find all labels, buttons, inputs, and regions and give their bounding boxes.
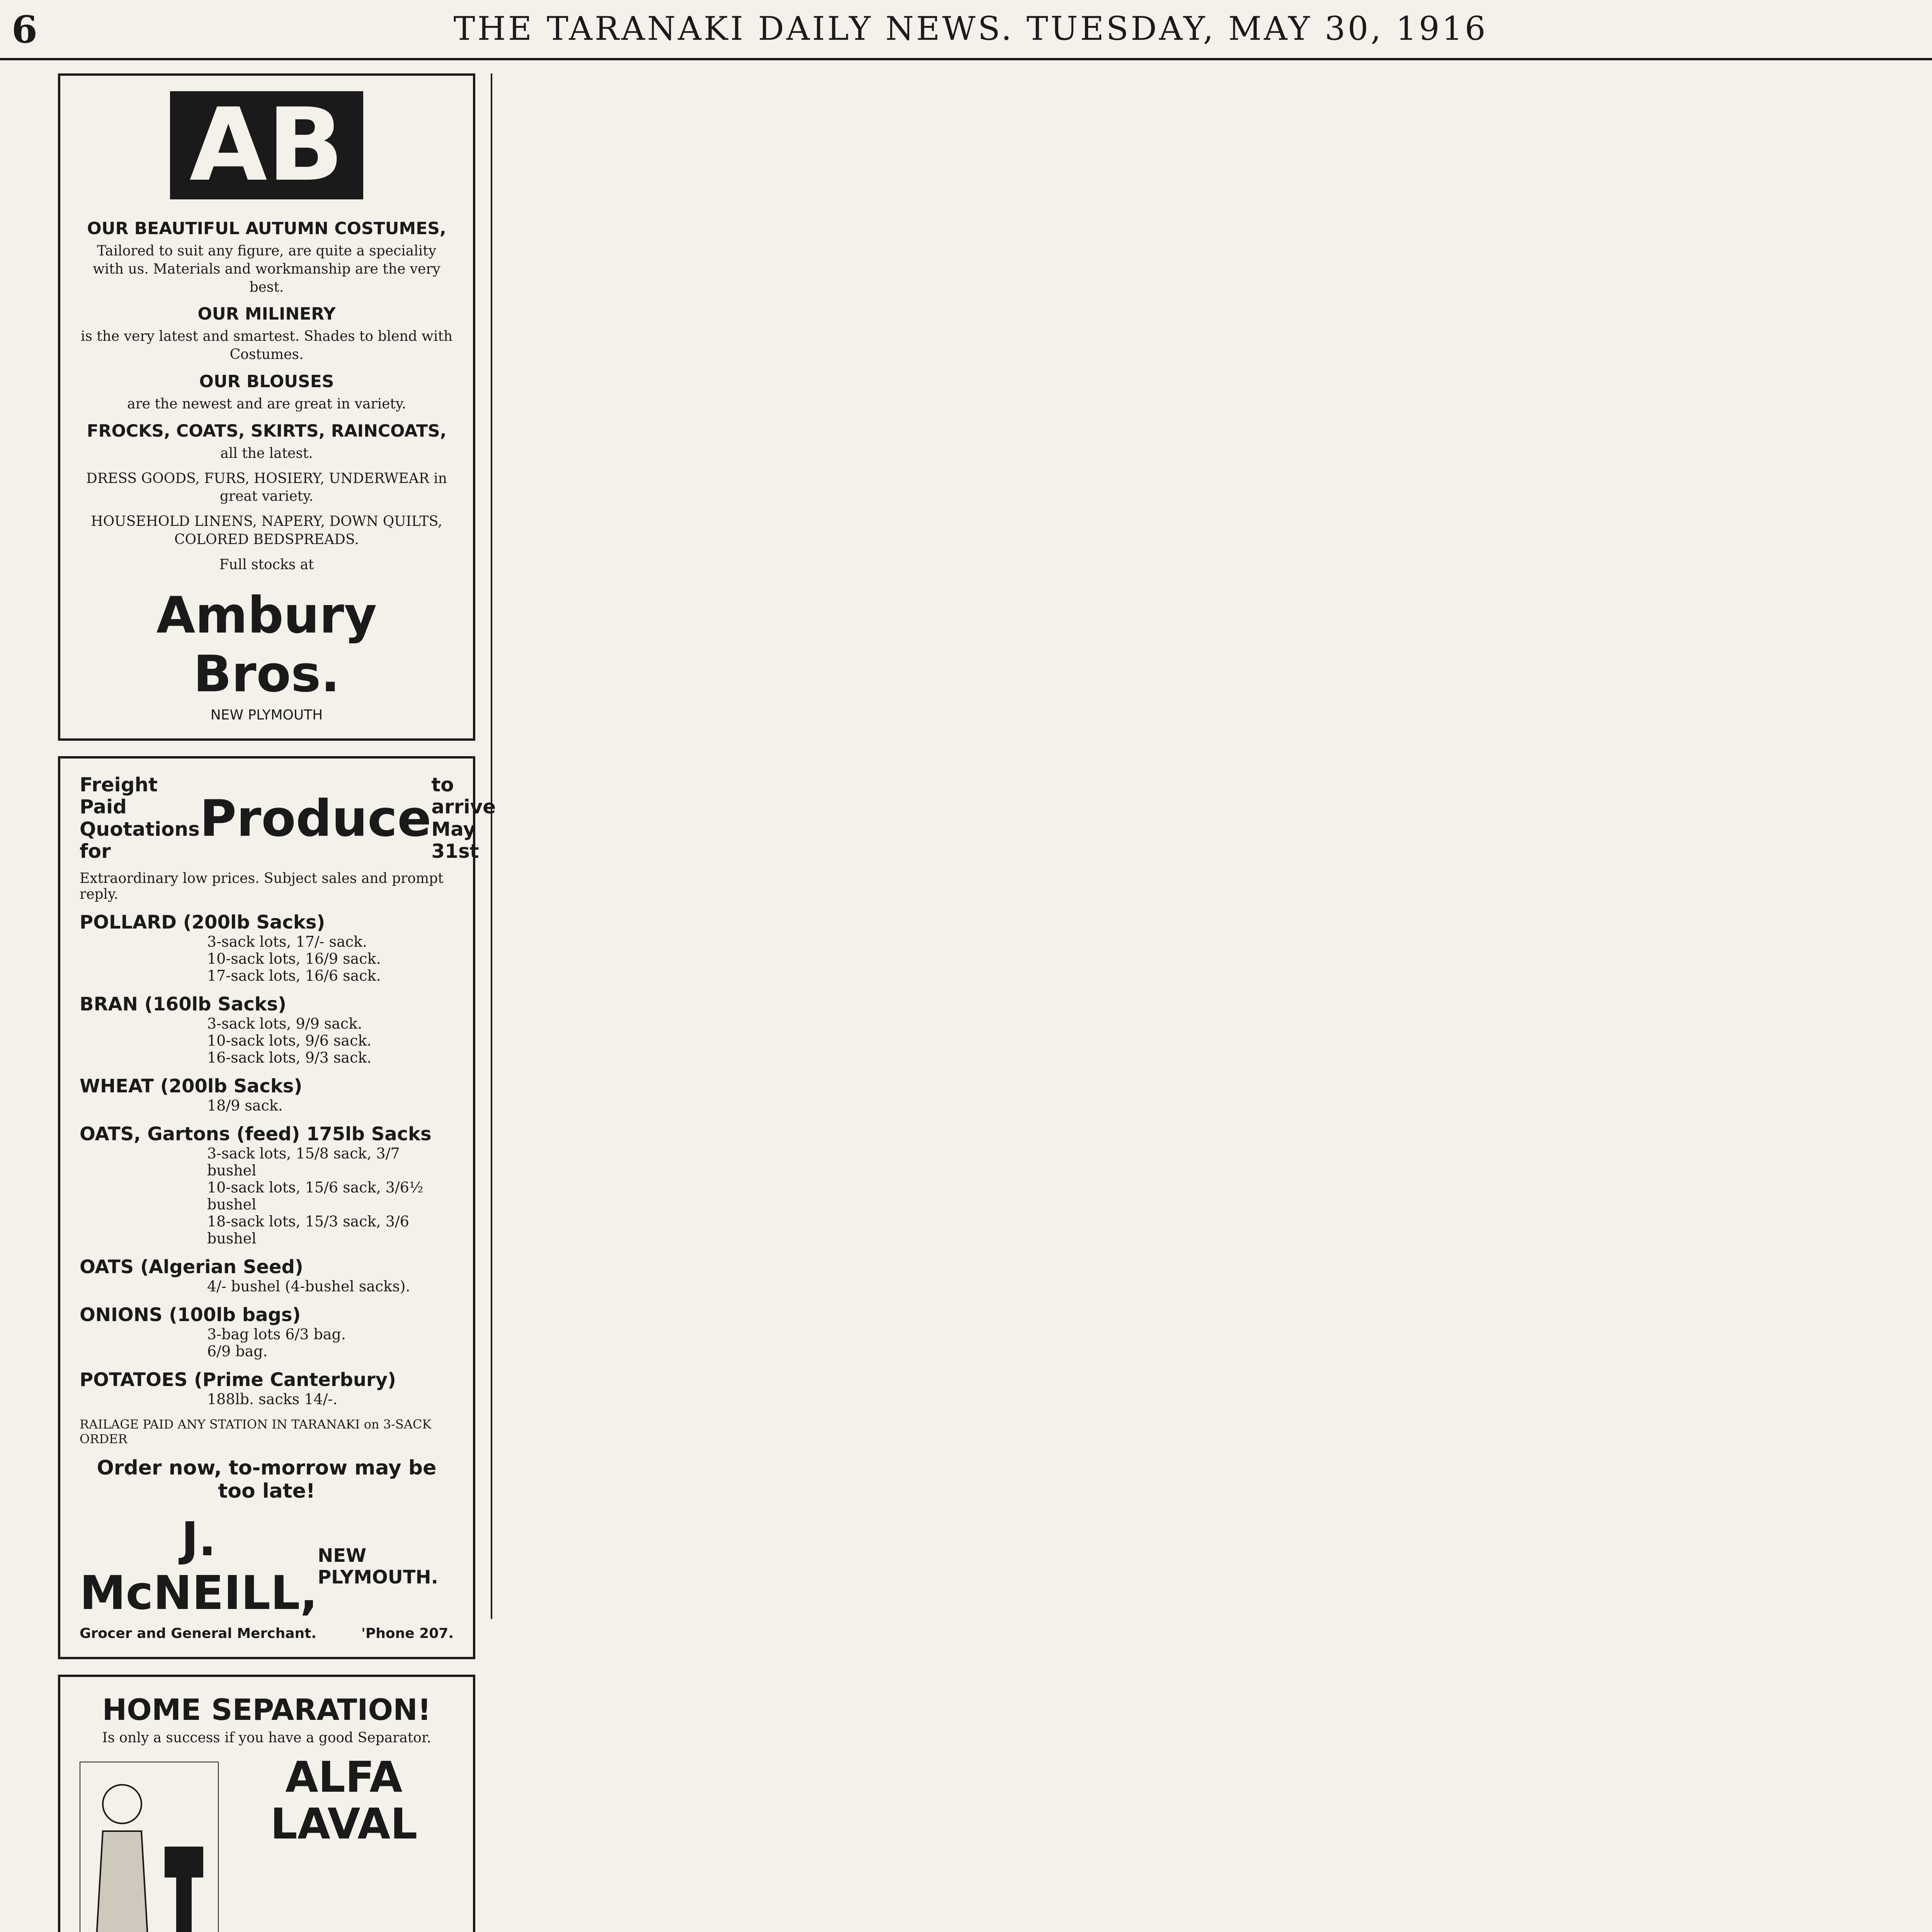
ambury-brand: Ambury Bros. [156,585,377,703]
produce-item-name: ONIONS (100lb bags) [80,1304,301,1326]
frocks-text: all the latest. [220,445,313,461]
produce-header-left [80,774,200,863]
ambury-location: NEW PLYMOUTH [210,707,323,723]
newspaper-title: THE TARANAKI DAILY NEWS. TUESDAY, MAY 30, 1916 [453,10,1488,48]
produce-item [80,1369,454,1408]
mcneill-produce-ad [58,756,496,1659]
produce-item-price: 17-sack lots, 16/6 sack. [207,967,381,984]
grocer-label: Grocer and General Merchant. [80,1625,317,1641]
produce-item-name: BRAN (160lb Sacks) [80,993,287,1015]
produce-header-right [431,774,496,863]
produce-item-name: POLLARD (200lb Sacks) [80,911,325,933]
alfa-laval-brand: ALFA LAVAL [270,1752,418,1849]
full-stocks-text: Full stocks at [219,556,314,573]
produce-item-price: 3-sack lots, 9/9 sack. [207,1015,362,1032]
page-number: 6 [12,8,37,51]
produce-item-name: OATS (Algerian Seed) [80,1256,303,1278]
produce-item [80,1304,454,1360]
produce-item [80,912,454,984]
produce-item [80,1123,454,1247]
produce-item-price: 16-sack lots, 9/3 sack. [207,1049,372,1066]
household-text: HOUSEHOLD LINENS, NAPERY, DOWN QUILTS, COLORED BEDSPREADS. [91,514,442,548]
produce-price-list [80,912,454,1408]
produce-item-price: 6/9 bag. [207,1342,268,1360]
millinery-heading: OUR MILINERY [197,304,336,324]
dress-goods-text: DRESS GOODS, FURS, HOSIERY, UNDERWEAR in great variety. [86,470,447,505]
produce-item-price: 18/9 sack. [207,1097,283,1114]
quotations-for: Quotations for [80,818,200,863]
ab-logo: AB [170,91,363,199]
produce-item-price: 3-sack lots, 17/- sack. [207,933,367,950]
produce-item-name: POTATOES (Prime Canterbury) [80,1369,396,1391]
produce-item-price: 10-sack lots, 15/6 sack, 3/6½ bushel [207,1179,423,1213]
produce-item-price: 3-sack lots, 15/8 sack, 3/7 bushel [207,1145,400,1179]
order-now-callout: Order now, to-morrow may be too late! [97,1456,437,1503]
masthead [0,0,1932,60]
costumes-text: Tailored to suit any figure, are quite a speciality with us. Materials and workmanship are the very best. [93,243,440,295]
freight-paid: Freight Paid [80,773,158,818]
produce-item [80,1075,454,1114]
merchant-footer [80,1626,454,1641]
produce-item-price: 188lb. sacks 14/-. [207,1390,338,1408]
merchant-block [80,1513,454,1620]
blouses-heading: OUR BLOUSES [199,371,334,391]
produce-item-price: 3-bag lots 6/3 bag. [207,1325,346,1343]
merchant-name: J. McNEILL, [80,1512,318,1620]
separator-tagline: Is only a success if you have a good Separator. [102,1730,431,1746]
produce-header [80,773,496,863]
merchant-phone: 'Phone 207. [361,1625,454,1641]
millinery-text: is the very latest and smartest. Shades to blend with Costumes. [80,328,453,363]
home-separation-heading: HOME SEPARATION! [102,1692,431,1727]
ambury-bros-ad [58,73,475,741]
merchant-place: NEW PLYMOUTH. [318,1544,438,1588]
produce-item [80,993,454,1066]
produce-subtitle: Extraordinary low prices. Subject sales and prompt reply. [80,870,444,902]
produce-item [80,1256,454,1295]
frocks-heading: FROCKS, COATS, SKIRTS, RAINCOATS, [87,421,447,441]
railage-note: RAILAGE PAID ANY STATION IN TARANAKI on 3-SACK ORDER [80,1417,432,1446]
produce-item-price: 18-sack lots, 15/3 sack, 3/6 bushel [207,1213,409,1247]
produce-word: Produce [199,789,432,848]
to-arrive: to arrive [431,773,496,818]
alfa-laval-ad [58,1675,475,1932]
produce-item-name: OATS, Gartons (feed) 175lb Sacks [80,1123,432,1145]
arrival-date: May 31st [431,818,479,863]
produce-item-price: 4/- bushel (4-bushel sacks). [207,1277,410,1295]
produce-item-price: 10-sack lots, 9/6 sack. [207,1032,372,1049]
ad-column-left [50,73,496,1849]
blouses-text: are the newest and are great in variety. [127,396,406,412]
produce-item-name: WHEAT (200lb Sacks) [80,1075,303,1097]
woman-with-separator-illustration [80,1762,219,1932]
costumes-heading: OUR BEAUTIFUL AUTUMN COSTUMES, [87,219,446,238]
produce-item-price: 10-sack lots, 16/9 sack. [207,950,381,967]
